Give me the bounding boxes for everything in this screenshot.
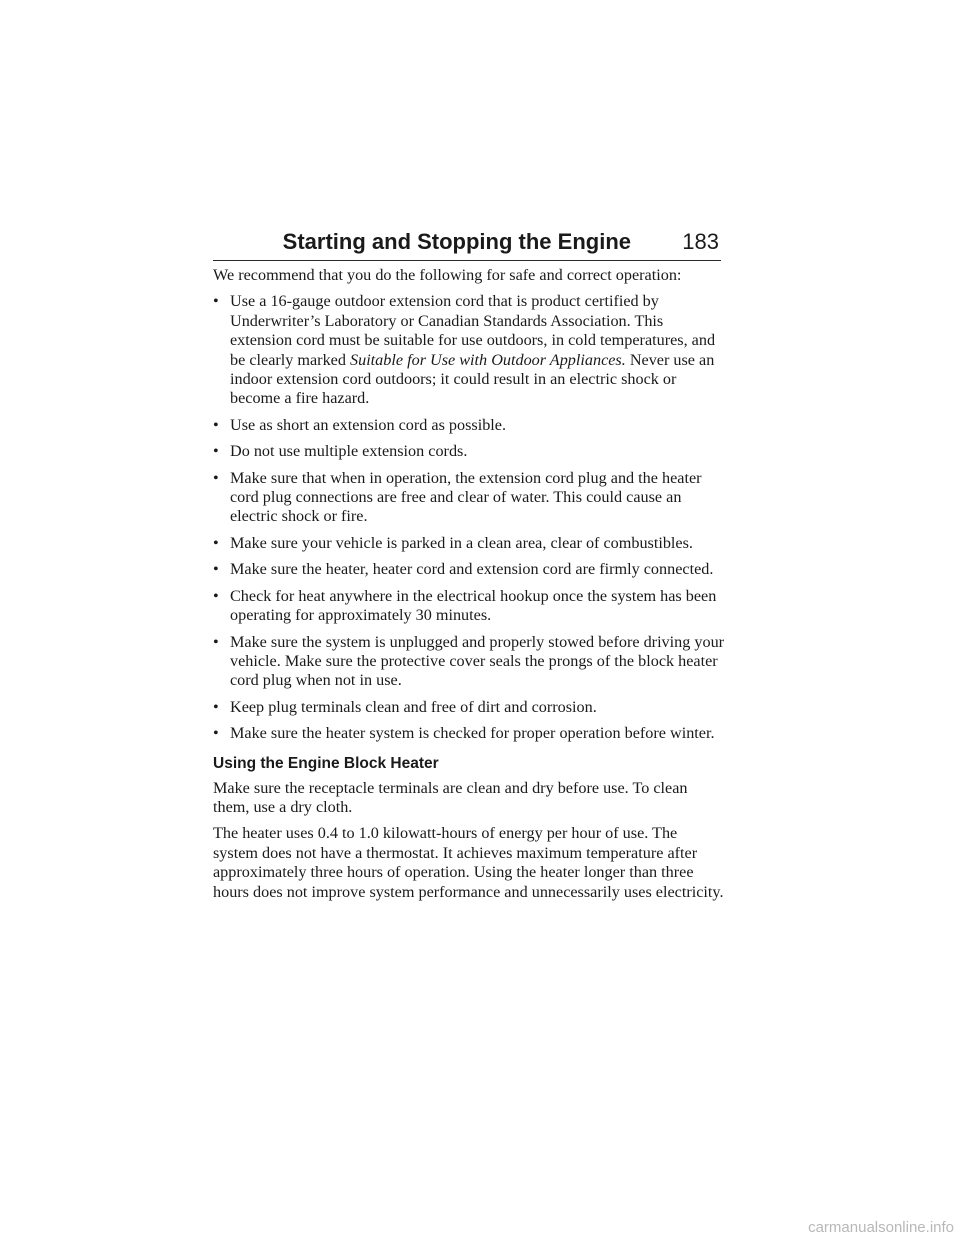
bullet-icon: • xyxy=(213,292,219,311)
list-item: • Use a 16-gauge outdoor extension cord that is product certified by Underwriter’s Laboratory or Canadian Standards Association. This extension cord must be suitable for use outdoors, in cold temperatures, and be clearly marked Suitable for Use with Outdoor Appliances. Never use an indoor extension cord outdoors; it could result in an electric shock or become a fire hazard. xyxy=(213,292,716,408)
bullet-icon: • xyxy=(213,442,219,461)
intro-paragraph: We recommend that you do the following for safe and correct operation: xyxy=(213,266,682,284)
section-heading: Using the Engine Block Heater xyxy=(213,754,439,772)
body-paragraph: Make sure the receptacle terminals are clean and dry before use. To clean them, use a dry cloth. xyxy=(213,778,688,816)
page-content xyxy=(213,266,725,909)
list-item: • Make sure the heater, heater cord and extension cord are firmly connected. xyxy=(213,560,714,579)
page-number: 183 xyxy=(682,229,719,254)
bullet-icon: • xyxy=(213,632,219,651)
bullet-icon: • xyxy=(213,724,219,743)
list-item: • Use as short an extension cord as possible. xyxy=(213,415,507,434)
bullet-icon: • xyxy=(213,533,219,552)
list-item: • Do not use multiple extension cords. xyxy=(213,442,468,461)
watermark: carmanualsonline.info xyxy=(808,1219,954,1236)
safety-bullet-list xyxy=(213,292,725,743)
bullet-icon: • xyxy=(213,560,219,579)
bullet-icon: • xyxy=(213,697,219,716)
page-header xyxy=(213,228,721,261)
list-item: • Make sure that when in operation, the extension cord plug and the heater cord plug connections are free and clear of water. This could cause an electric shock or fire. xyxy=(213,468,702,526)
label-emphasis: Suitable for Use with Outdoor Appliances. xyxy=(350,350,626,369)
list-item: • Check for heat anywhere in the electrical hookup once the system has been operating for approximately 30 minutes. xyxy=(213,586,717,625)
list-item: • Keep plug terminals clean and free of dirt and corrosion. xyxy=(213,697,597,716)
list-item: • Make sure your vehicle is parked in a clean area, clear of combustibles. xyxy=(213,533,693,552)
body-paragraph: The heater uses 0.4 to 1.0 kilowatt-hours of energy per hour of use. The system does not have a thermostat. It achieves maximum temperature after approximately three hours of operation. Using the heater longer than three hours does not improve system performance and unnecessarily uses electricity. xyxy=(213,824,724,901)
list-item: • Make sure the system is unplugged and properly stowed before driving your vehicle. Make sure the protective cover seals the prongs of the block heater cord plug when not in use. xyxy=(213,632,725,690)
list-item: • Make sure the heater system is checked for proper operation before winter. xyxy=(213,724,715,743)
chapter-title: Starting and Stopping the Engine xyxy=(282,229,631,254)
bullet-icon: • xyxy=(213,415,219,434)
bullet-icon: • xyxy=(213,586,219,605)
bullet-icon: • xyxy=(213,468,219,487)
